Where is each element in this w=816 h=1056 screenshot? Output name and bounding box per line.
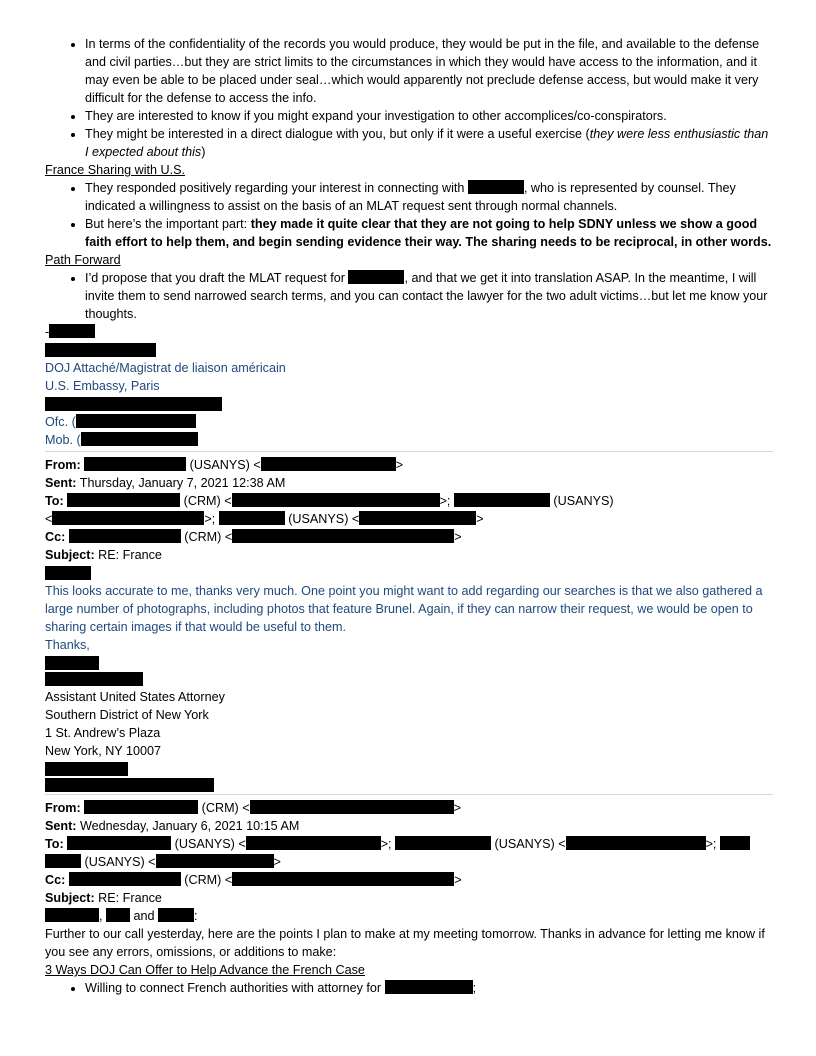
signature-mobile-phone <box>45 431 773 449</box>
to-separator: >; <box>380 837 396 851</box>
list-item: • They are interested to know if you might expand your investigation to other accomplices/co-conspirators. <box>85 107 773 125</box>
to-crm: (CRM) < <box>180 494 232 508</box>
from-label: From: <box>45 801 81 815</box>
email-from <box>45 456 773 474</box>
bullet-text-end: ; <box>472 981 477 995</box>
redaction-box <box>84 800 198 814</box>
divider <box>45 451 773 452</box>
redaction-box <box>359 511 476 525</box>
cc-crm: (CRM) < <box>180 530 233 544</box>
subject-label: Subject: <box>45 891 95 905</box>
cc-crm: (CRM) < <box>180 873 233 887</box>
signature-block-attache <box>45 323 773 449</box>
redaction-box <box>76 414 196 428</box>
to-usanys: (USANYS) < <box>491 837 566 851</box>
bracket-close: > <box>395 458 404 472</box>
to-label: To: <box>45 837 64 851</box>
signature-title: DOJ Attaché/Magistrat de liaison américain <box>45 361 286 375</box>
email-cc <box>45 528 773 546</box>
redaction-box <box>246 836 381 850</box>
to-label: To: <box>45 494 64 508</box>
redaction-box <box>106 908 130 922</box>
redaction-box <box>156 854 274 868</box>
document-page <box>45 35 773 997</box>
redaction-box <box>45 672 143 686</box>
email-body-text: Further to our call yesterday, here are the points I plan to make at my meeting tomorrow. Thanks in advance for letting me know if you see any errors, omissions, or additions to make: <box>45 927 765 959</box>
sent-value: Wednesday, January 6, 2021 10:15 AM <box>76 819 300 833</box>
heading-france-sharing: France Sharing with U.S. <box>45 163 185 177</box>
redaction-box <box>45 397 222 411</box>
email-sent <box>45 817 773 835</box>
redaction-box <box>45 778 214 792</box>
email-subject <box>45 889 773 907</box>
heading-path-forward: Path Forward <box>45 253 121 267</box>
redaction-box <box>250 800 454 814</box>
signature-dash-line <box>45 323 773 341</box>
bracket-open: < <box>45 512 53 526</box>
bullet-bold-text: they made it quite clear that they are not going to help SDNY unless we show a good faith effort to help them, and begin sending evidence their way. The sharing needs to be reciprocal, in other words. <box>85 217 772 249</box>
to-separator: >; <box>439 494 454 508</box>
to-usanys: (USANYS) <box>549 494 614 508</box>
bullet-italic-text: they were less enthusiastic than I expected about this <box>85 127 769 159</box>
bullet-text: I’d propose that you draft the MLAT request for <box>85 271 349 285</box>
sent-label: Sent: <box>45 476 77 490</box>
list-item <box>85 979 773 997</box>
email-body-text: This looks accurate to me, thanks very much. One point you might want to add regarding our searches is that we also gathered a large number of photographs, including photos that feature Brunel. Again, if they can narrow their request, we would be open to sharing certain images if that would be useful to them. <box>45 584 763 634</box>
redaction-box <box>232 872 454 886</box>
list-item: • In terms of the confidentiality of the records you would produce, they would be put in the file, and available to the defense and civil parties…but they are strict limits to the circumstances in which they would have access to the information, and it may even be able to be placed under seal…which would apparently not preclude defense access, but would make it very difficult for the defense to access the info. <box>85 35 773 107</box>
signature-address1: 1 St. Andrew’s Plaza <box>45 726 161 740</box>
email-cc <box>45 871 773 889</box>
redaction-box <box>158 908 194 922</box>
email-sent <box>45 474 773 492</box>
bullet-text: They responded positively regarding your interest in connecting with <box>85 181 468 195</box>
redaction-box <box>395 836 491 850</box>
bullet-list-france-sharing <box>45 179 773 251</box>
to-separator: >; <box>705 837 720 851</box>
email-body-1 <box>45 566 773 792</box>
email-to <box>45 492 773 510</box>
redaction-box <box>566 836 706 850</box>
bracket-close: > <box>453 801 461 815</box>
cc-label: Cc: <box>45 530 66 544</box>
email-to <box>45 835 773 853</box>
redaction-box <box>45 343 156 357</box>
divider <box>45 794 773 795</box>
redaction-box <box>232 529 454 543</box>
redaction-box <box>261 457 396 471</box>
signature-office: Southern District of New York <box>45 708 209 722</box>
from-suffix: (USANYS) < <box>186 458 261 472</box>
email-subject <box>45 546 773 564</box>
email-greeting <box>45 907 773 925</box>
redaction-box <box>468 180 524 194</box>
signature-title: Assistant United States Attorney <box>45 690 225 704</box>
list-item <box>85 215 773 251</box>
from-label: From: <box>45 458 81 472</box>
from-suffix: (CRM) < <box>198 801 250 815</box>
list-item <box>85 179 773 215</box>
redaction-box <box>67 836 171 850</box>
heading-doj-help: 3 Ways DOJ Can Offer to Help Advance the French Case <box>45 963 365 977</box>
sent-label: Sent: <box>45 819 77 833</box>
sent-value: Thursday, January 7, 2021 12:38 AM <box>76 476 286 490</box>
subject-value: RE: France <box>94 548 162 562</box>
redaction-box <box>720 836 750 850</box>
bullet-text-end: ) <box>201 145 206 159</box>
redaction-box <box>52 511 204 525</box>
signature-embassy: U.S. Embassy, Paris <box>45 379 160 393</box>
bullet-text: But here’s the important part: <box>85 217 251 231</box>
redaction-box <box>232 493 440 507</box>
greeting-colon: : <box>194 909 198 923</box>
redaction-box <box>45 656 99 670</box>
greeting-and: and <box>130 909 159 923</box>
bullet-text: , who is represented by counsel. They indicated a willingness to assist on the basis of an MLAT request sent through normal channels. <box>85 181 736 213</box>
redaction-box <box>69 529 181 543</box>
email-header-2 <box>45 799 773 907</box>
redaction-box <box>81 432 198 446</box>
to-usanys: (USANYS) < <box>81 855 156 869</box>
subject-label: Subject: <box>45 548 95 562</box>
email-to-line2 <box>45 510 773 528</box>
cc-label: Cc: <box>45 873 66 887</box>
list-item <box>85 125 773 161</box>
redaction-box <box>45 566 91 580</box>
list-item <box>85 269 773 323</box>
bullet-list-confidentiality <box>45 35 773 161</box>
greeting-comma: , <box>99 909 106 923</box>
email-header-1 <box>45 456 773 564</box>
mobile-phone-label: Mob. ( <box>45 433 81 447</box>
signature-address2: New York, NY 10007 <box>45 744 161 758</box>
bracket-close: > <box>476 512 484 526</box>
bracket-close: > <box>273 855 281 869</box>
office-phone-label: Ofc. ( <box>45 415 76 429</box>
subject-value: RE: France <box>94 891 162 905</box>
bullet-text: They might be interested in a direct dialogue with you, but only if it were a useful exercise ( <box>85 127 590 141</box>
bullet-text: , and that we get it into translation ASAP. In the meantime, I will invite them to send narrowed search terms, and you can contact the lawyer for the two adult victims…but let me know your thoughts. <box>85 271 768 321</box>
redaction-box <box>45 762 128 776</box>
bullet-text: Willing to connect French authorities with attorney for <box>85 981 385 995</box>
signature-office-phone <box>45 413 773 431</box>
redaction-box <box>454 493 550 507</box>
redaction-box <box>385 980 473 994</box>
bracket-close: > <box>454 530 462 544</box>
redaction-box <box>67 493 180 507</box>
bullet-list-path-forward <box>45 269 773 323</box>
redaction-box <box>69 872 181 886</box>
redaction-box <box>348 270 404 284</box>
bracket-close: > <box>454 873 462 887</box>
redaction-box <box>45 908 99 922</box>
to-usanys: (USANYS) < <box>284 512 360 526</box>
to-usanys: (USANYS) < <box>171 837 246 851</box>
email-body-2 <box>45 907 773 997</box>
redaction-box <box>45 854 81 868</box>
to-separator: >; <box>204 512 219 526</box>
signature-dash: - <box>45 325 50 339</box>
email-thanks: Thanks, <box>45 638 90 652</box>
email-from <box>45 799 773 817</box>
redaction-box <box>84 457 186 471</box>
redaction-box <box>49 324 95 338</box>
email-to-line2 <box>45 853 773 871</box>
redaction-box <box>219 511 285 525</box>
bullet-list-doj-help <box>45 979 773 997</box>
